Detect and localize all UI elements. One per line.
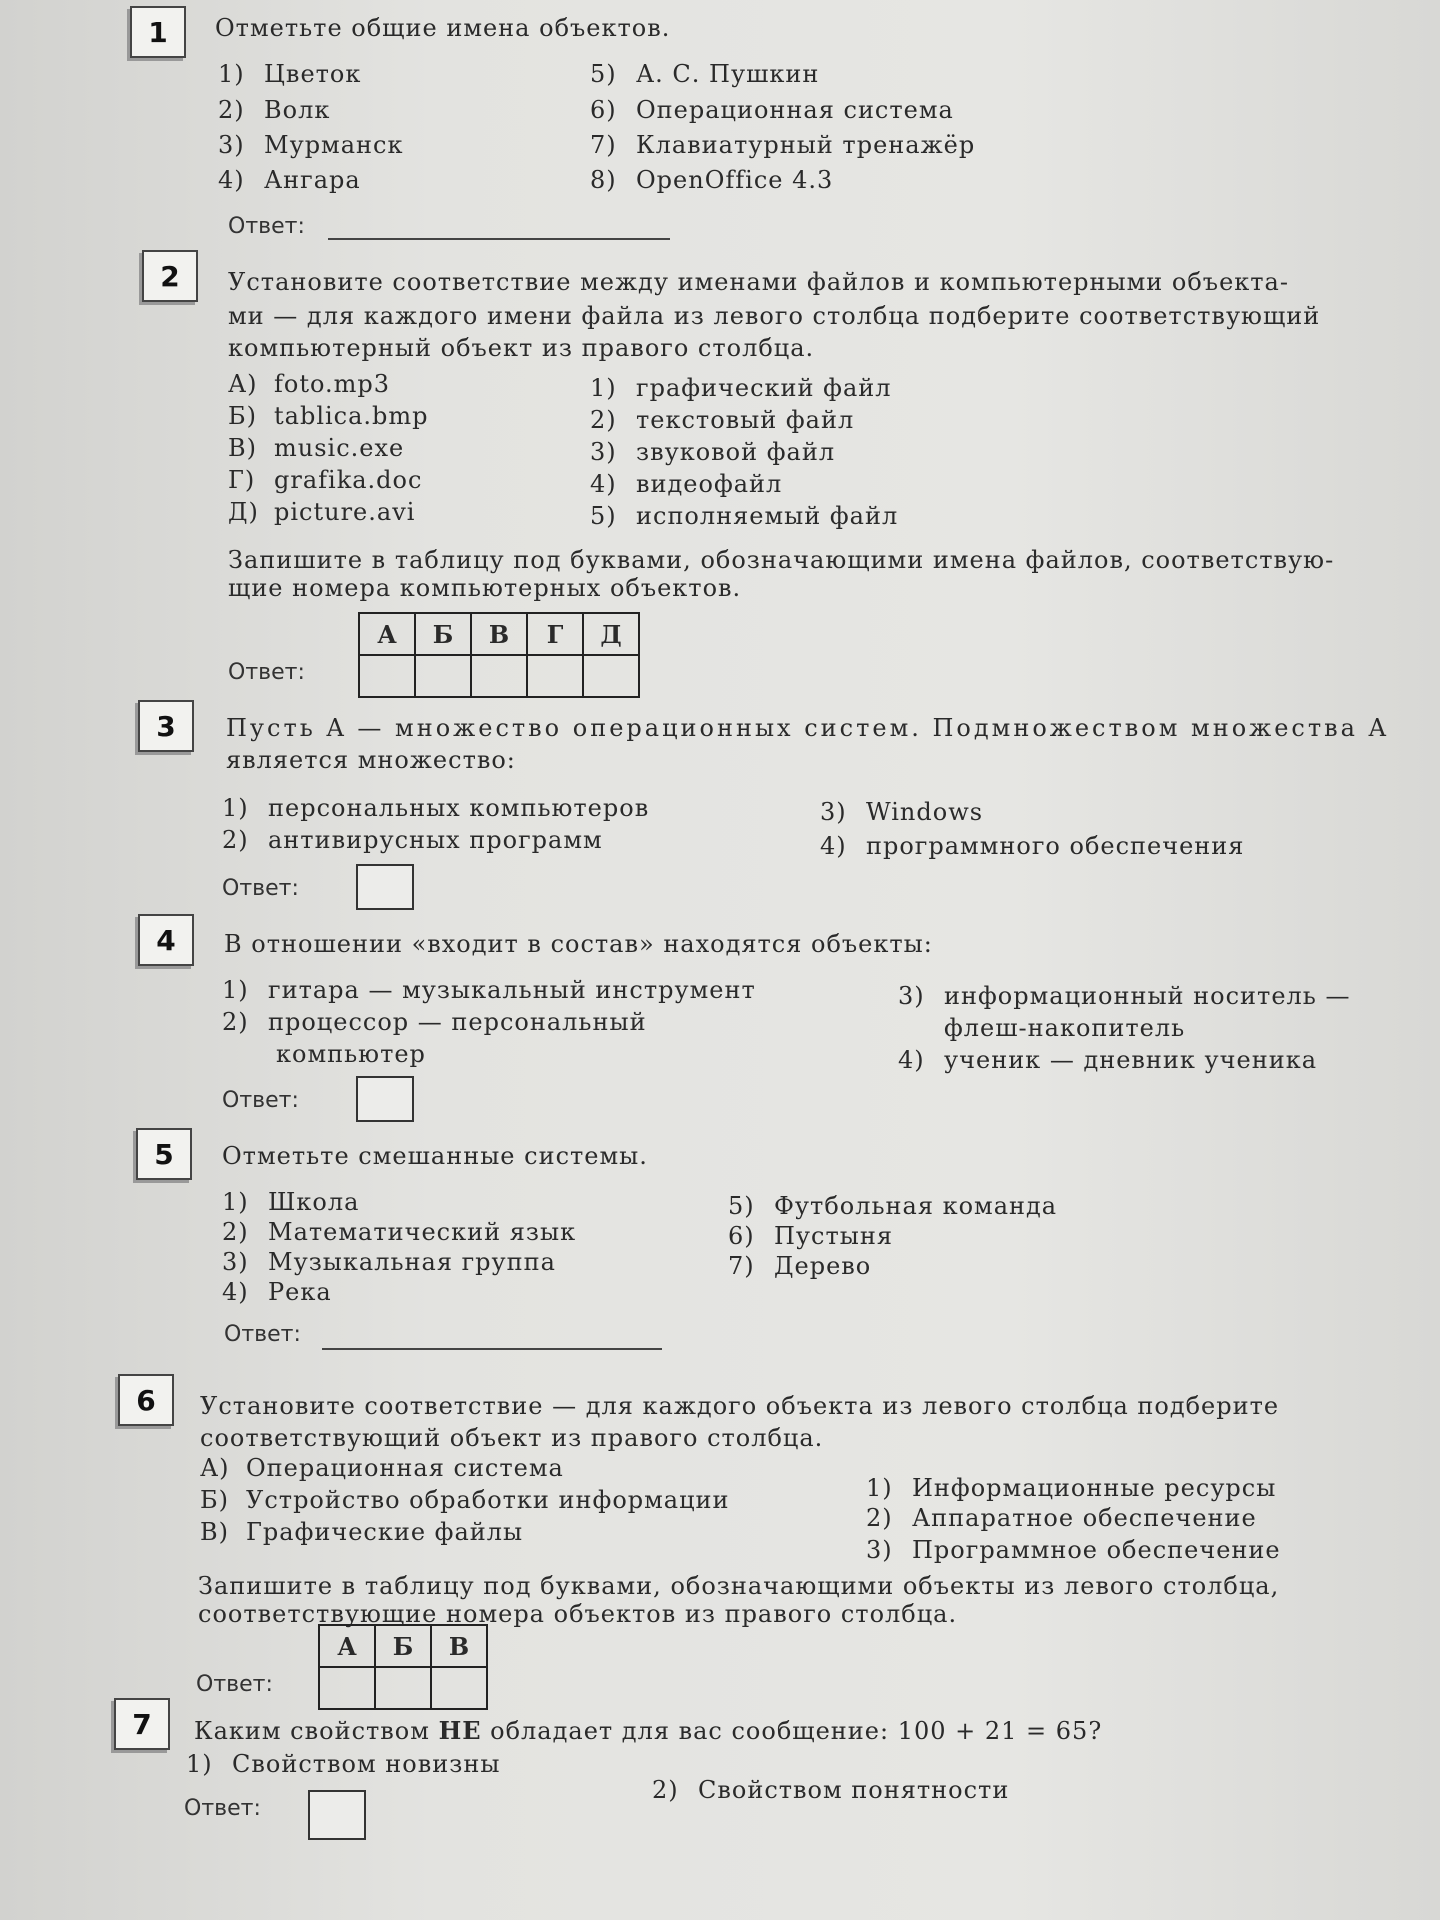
task-1-option-5: 5) А. С. Пушкин bbox=[590, 60, 820, 88]
task-2-file-a: А) foto.mp3 bbox=[228, 370, 391, 398]
task-2-answer-cell-v[interactable] bbox=[471, 655, 527, 697]
task-2-object-4: 4) видеофайл bbox=[590, 470, 783, 498]
task-7-answer-box[interactable] bbox=[308, 1790, 366, 1840]
task-2-file-b: Б) tablica.bmp bbox=[228, 402, 429, 430]
task-number-1: 1 bbox=[130, 6, 186, 58]
task-1-answer-field[interactable] bbox=[328, 238, 670, 240]
task-5-answer-field[interactable] bbox=[322, 1348, 662, 1350]
task-4-option-3-cont: флеш-накопитель bbox=[944, 1014, 1186, 1042]
task-number-2: 2 bbox=[142, 250, 198, 302]
task-5-option-4: 4) Река bbox=[222, 1278, 332, 1306]
task-4-option-2-cont: компьютер bbox=[276, 1040, 426, 1068]
task-6-prompt-line-1: Установите соответствие — для каждого объекта из левого столбца подберите bbox=[200, 1392, 1280, 1420]
task-6-right-2: 2) Аппаратное обеспечение bbox=[866, 1504, 1257, 1532]
task-5-option-7: 7) Дерево bbox=[728, 1252, 872, 1280]
task-2-header-g: Г bbox=[527, 613, 583, 655]
task-7-answer-label: Ответ: bbox=[184, 1796, 261, 1821]
task-1-option-2: 2) Волк bbox=[218, 96, 331, 124]
task-6-left-b: Б) Устройство обработки информации bbox=[200, 1486, 730, 1514]
task-4-option-2: 2) процессор — персональный bbox=[222, 1008, 647, 1036]
task-1-option-6: 6) Операционная система bbox=[590, 96, 954, 124]
task-2-file-v: В) music.exe bbox=[228, 434, 405, 462]
task-6-instruction-line-1: Запишите в таблицу под буквами, обозначающими объекты из левого столбца, bbox=[198, 1572, 1280, 1600]
task-2-answer-cell-d[interactable] bbox=[583, 655, 639, 697]
task-3-option-3: 3) Windows bbox=[820, 798, 984, 826]
task-1-option-7: 7) Клавиатурный тренажёр bbox=[590, 131, 976, 159]
task-2-header-v: В bbox=[471, 613, 527, 655]
task-6-answer-cell-a[interactable] bbox=[319, 1667, 375, 1709]
task-2-object-2: 2) текстовый файл bbox=[590, 406, 855, 434]
task-2-header-d: Д bbox=[583, 613, 639, 655]
task-number-3: 3 bbox=[138, 700, 194, 752]
task-5-prompt: Отметьте смешанные системы. bbox=[222, 1142, 648, 1170]
task-number-7: 7 bbox=[114, 1698, 170, 1750]
task-6-header-a: А bbox=[319, 1625, 375, 1667]
task-1-answer-label: Ответ: bbox=[228, 214, 305, 239]
task-3-answer-label: Ответ: bbox=[222, 876, 299, 901]
task-6-answer-label: Ответ: bbox=[196, 1672, 273, 1697]
task-1-option-8: 8) OpenOffice 4.3 bbox=[590, 166, 834, 194]
task-5-option-6: 6) Пустыня bbox=[728, 1222, 894, 1250]
task-7-option-1: 1) Свойством новизны bbox=[186, 1750, 501, 1778]
task-6-right-1: 1) Информационные ресурсы bbox=[866, 1474, 1277, 1502]
task-5-option-1: 1) Школа bbox=[222, 1188, 360, 1216]
task-2-instruction-line-1: Запишите в таблицу под буквами, обозначающими имена файлов, соответствую- bbox=[228, 546, 1335, 574]
task-6-answer-cell-b[interactable] bbox=[375, 1667, 431, 1709]
task-2-header-a: А bbox=[359, 613, 415, 655]
task-2-answer-cell-g[interactable] bbox=[527, 655, 583, 697]
task-number-6: 6 bbox=[118, 1374, 174, 1426]
task-4-answer-label: Ответ: bbox=[222, 1088, 299, 1113]
task-5-option-2: 2) Математический язык bbox=[222, 1218, 577, 1246]
task-2-file-d: Д) picture.avi bbox=[228, 498, 416, 526]
task-6-header-b: Б bbox=[375, 1625, 431, 1667]
task-2-prompt-line-3: компьютерный объект из правого столбца. bbox=[228, 334, 815, 362]
task-3-prompt-line-2: является множество: bbox=[226, 746, 516, 774]
task-4-option-4: 4) ученик — дневник ученика bbox=[898, 1046, 1318, 1074]
task-2-header-b: Б bbox=[415, 613, 471, 655]
task-4-prompt: В отношении «входит в состав» находятся объекты: bbox=[224, 930, 933, 958]
task-7-option-2: 2) Свойством понятности bbox=[652, 1776, 1010, 1804]
task-number-5: 5 bbox=[136, 1128, 192, 1180]
task-2-object-1: 1) графический файл bbox=[590, 374, 892, 402]
task-6-prompt-line-2: соответствующий объект из правого столбца. bbox=[200, 1424, 824, 1452]
task-5-option-3: 3) Музыкальная группа bbox=[222, 1248, 556, 1276]
task-2-object-3: 3) звуковой файл bbox=[590, 438, 836, 466]
task-2-answer-cell-a[interactable] bbox=[359, 655, 415, 697]
task-number-4: 4 bbox=[138, 914, 194, 966]
task-5-answer-label: Ответ: bbox=[224, 1322, 301, 1347]
task-2-object-5: 5) исполняемый файл bbox=[590, 502, 899, 530]
task-1-option-1: 1) Цветок bbox=[218, 60, 362, 88]
task-4-option-3: 3) информационный носитель — bbox=[898, 982, 1351, 1010]
task-6-header-v: В bbox=[431, 1625, 487, 1667]
task-3-answer-box[interactable] bbox=[356, 864, 414, 910]
task-6-right-3: 3) Программное обеспечение bbox=[866, 1536, 1281, 1564]
task-7-prompt: Каким свойством НЕ обладает для вас сообщение: 100 + 21 = 65? bbox=[194, 1716, 1103, 1745]
task-6-left-v: В) Графические файлы bbox=[200, 1518, 524, 1546]
task-6-answer-table bbox=[318, 1624, 488, 1710]
task-2-answer-table bbox=[358, 612, 640, 698]
task-2-instruction-line-2: щие номера компьютерных объектов. bbox=[228, 574, 742, 602]
task-3-option-2: 2) антивирусных программ bbox=[222, 826, 603, 854]
task-4-answer-box[interactable] bbox=[356, 1076, 414, 1122]
task-2-answer-label: Ответ: bbox=[228, 660, 305, 685]
task-2-prompt-line-2: ми — для каждого имени файла из левого столбца подберите соответствующий bbox=[228, 302, 1321, 330]
task-1-option-4: 4) Ангара bbox=[218, 166, 361, 194]
task-3-option-4: 4) программного обеспечения bbox=[820, 832, 1245, 860]
task-3-option-1: 1) персональных компьютеров bbox=[222, 794, 650, 822]
task-2-answer-cell-b[interactable] bbox=[415, 655, 471, 697]
task-3-prompt-line-1: Пусть A — множество операционных систем. Подмножеством множества A bbox=[226, 714, 1389, 742]
task-1-option-3: 3) Мурманск bbox=[218, 131, 404, 159]
task-4-option-1: 1) гитара — музыкальный инструмент bbox=[222, 976, 756, 1004]
task-2-prompt-line-1: Установите соответствие между именами файлов и компьютерными объекта- bbox=[228, 268, 1289, 296]
task-6-answer-cell-v[interactable] bbox=[431, 1667, 487, 1709]
task-2-file-g: Г) grafika.doc bbox=[228, 466, 423, 494]
task-6-left-a: А) Операционная система bbox=[200, 1454, 564, 1482]
task-1-prompt: Отметьте общие имена объектов. bbox=[215, 14, 671, 42]
task-5-option-5: 5) Футбольная команда bbox=[728, 1192, 1058, 1220]
task-6-instruction-line-2: соответствующие номера объектов из правого столбца. bbox=[198, 1600, 958, 1628]
